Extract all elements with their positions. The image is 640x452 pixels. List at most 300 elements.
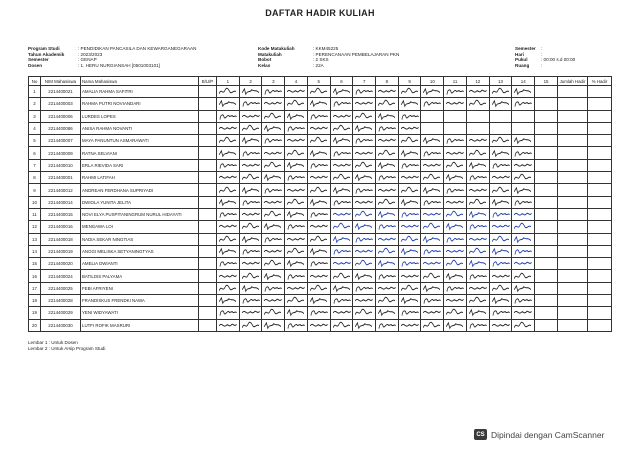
cell-session — [421, 98, 444, 110]
cell-session — [307, 122, 330, 134]
cell-session — [535, 307, 558, 319]
signature-mark — [400, 296, 420, 305]
table-row — [29, 86, 612, 98]
cell-session — [262, 233, 285, 245]
signature-mark — [332, 136, 352, 145]
cell-session — [376, 172, 399, 184]
cell-session — [489, 135, 512, 147]
signature-mark — [445, 308, 465, 317]
cell-bup — [199, 172, 217, 184]
cell-bup — [199, 122, 217, 134]
signature-mark — [468, 186, 488, 195]
signature-mark — [309, 308, 329, 317]
attendance-table — [28, 76, 612, 332]
cell-session — [307, 319, 330, 331]
cell-session — [444, 282, 467, 294]
cell-session — [421, 295, 444, 307]
cell-session — [444, 147, 467, 159]
signature-mark — [491, 308, 511, 317]
signature-mark — [422, 296, 442, 305]
cell-nim: 2214400010 — [41, 159, 81, 171]
cell-session — [285, 184, 308, 196]
cell-bup — [199, 159, 217, 171]
cell-nim: 2214400030 — [41, 319, 81, 331]
cell-session — [398, 221, 421, 233]
signature-mark — [400, 173, 420, 182]
signature-mark — [332, 198, 352, 207]
signature-mark — [241, 161, 261, 170]
cell-session — [285, 295, 308, 307]
signature-mark — [241, 296, 261, 305]
cell-session — [239, 245, 262, 257]
cell-session — [376, 295, 399, 307]
signature-mark — [513, 296, 533, 305]
cell-no: 20 — [29, 319, 41, 331]
cell-name: NOVI ELYA PUSPITANINGRUM NURUL HIDAYATI — [81, 208, 199, 220]
cell-session — [398, 307, 421, 319]
signature-mark — [422, 284, 442, 293]
cell-no: 19 — [29, 307, 41, 319]
cell-session — [421, 122, 444, 134]
cell-session — [489, 295, 512, 307]
signature-mark — [468, 161, 488, 170]
cell-session — [535, 159, 558, 171]
signature-mark — [241, 124, 261, 133]
cell-session — [285, 98, 308, 110]
signature-mark — [241, 87, 261, 96]
cell-bup — [199, 196, 217, 208]
signature-mark — [218, 99, 238, 108]
signature-mark — [354, 149, 374, 158]
info-label: Matakuliah — [258, 51, 282, 57]
cell-session — [217, 221, 240, 233]
cell-session — [489, 245, 512, 257]
info-label: Dosen — [28, 62, 43, 68]
cell-session — [376, 245, 399, 257]
cell-session — [217, 98, 240, 110]
signature-mark — [241, 222, 261, 231]
cell-persen — [588, 282, 612, 294]
signature-mark — [491, 99, 511, 108]
signature-mark — [377, 161, 397, 170]
cell-no: 15 — [29, 258, 41, 270]
cell-session — [307, 221, 330, 233]
cell-nim: 2214400086 — [41, 122, 81, 134]
table-row — [29, 135, 612, 147]
cell-no: 11 — [29, 208, 41, 220]
signature-mark — [263, 124, 283, 133]
cell-session — [535, 295, 558, 307]
cell-session — [535, 184, 558, 196]
signature-mark — [422, 149, 442, 158]
signature-mark — [241, 112, 261, 121]
signature-mark — [263, 259, 283, 268]
signature-mark — [513, 149, 533, 158]
cell-session — [398, 86, 421, 98]
cell-nim: 2214400028 — [41, 295, 81, 307]
table-header-row — [29, 77, 612, 86]
signature-mark — [422, 247, 442, 256]
signature-mark — [513, 87, 533, 96]
signature-mark — [468, 284, 488, 293]
cell-session — [285, 270, 308, 282]
info-value: : 1. HERU NURGIANSAH [0501003101] — [78, 62, 160, 68]
cell-name: ANDREAN FERDHANA SUPRIYADI — [81, 184, 199, 196]
signature-mark — [332, 210, 352, 219]
cell-session — [307, 172, 330, 184]
cell-session — [444, 295, 467, 307]
col-header-persen: % Hadir — [588, 77, 612, 86]
signature-mark — [286, 149, 306, 158]
cell-session — [307, 98, 330, 110]
cell-session — [262, 295, 285, 307]
signature-mark — [400, 259, 420, 268]
cell-session — [307, 208, 330, 220]
info-label: Semester — [28, 57, 49, 63]
table-row — [29, 208, 612, 220]
signature-mark — [468, 259, 488, 268]
cell-session — [285, 135, 308, 147]
table-row — [29, 196, 612, 208]
signature-mark — [218, 272, 238, 281]
signature-mark — [263, 112, 283, 121]
cell-session — [330, 147, 353, 159]
signature-mark — [491, 149, 511, 158]
signature-mark — [309, 210, 329, 219]
cell-session — [535, 110, 558, 122]
cell-no: 8 — [29, 172, 41, 184]
signature-mark — [468, 136, 488, 145]
signature-mark — [332, 284, 352, 293]
cell-session — [421, 135, 444, 147]
cell-session — [330, 122, 353, 134]
cell-jumlah — [558, 172, 588, 184]
cell-session — [421, 270, 444, 282]
cell-jumlah — [558, 208, 588, 220]
cell-session — [307, 196, 330, 208]
cell-session — [512, 98, 535, 110]
cell-session — [353, 98, 376, 110]
table-row — [29, 98, 612, 110]
signature-mark — [445, 87, 465, 96]
signature-mark — [218, 210, 238, 219]
signature-mark — [445, 321, 465, 330]
cell-session — [376, 270, 399, 282]
signature-mark — [218, 235, 238, 244]
info-label: Ruang — [515, 62, 530, 68]
info-value: : — [541, 51, 543, 57]
cell-session — [262, 110, 285, 122]
signature-mark — [218, 87, 238, 96]
signature-mark — [241, 235, 261, 244]
signature-mark — [491, 259, 511, 268]
signature-mark — [286, 198, 306, 207]
signature-mark — [218, 136, 238, 145]
cell-session — [444, 196, 467, 208]
cell-session — [376, 98, 399, 110]
signature-mark — [400, 186, 420, 195]
cell-name: FRANDISKUS FRENDKI NAWA — [81, 295, 199, 307]
cell-session — [466, 282, 489, 294]
cell-session — [398, 258, 421, 270]
cell-session — [535, 122, 558, 134]
cell-nim: 2214400003 — [41, 98, 81, 110]
cell-session — [489, 147, 512, 159]
cell-session — [512, 258, 535, 270]
signature-mark — [241, 198, 261, 207]
cell-name: DWIOLA YUNITA JELITA — [81, 196, 199, 208]
signature-mark — [263, 173, 283, 182]
signature-mark — [400, 99, 420, 108]
cell-session — [466, 307, 489, 319]
signature-mark — [263, 87, 283, 96]
cell-jumlah — [558, 295, 588, 307]
cell-session — [512, 307, 535, 319]
signature-mark — [468, 222, 488, 231]
info-label: Hari — [515, 51, 524, 57]
cell-session — [353, 221, 376, 233]
signature-mark — [218, 149, 238, 158]
signature-mark — [377, 198, 397, 207]
signature-mark — [332, 259, 352, 268]
cell-name: NADIA SEKAR NINGTIAS — [81, 233, 199, 245]
signature-mark — [286, 222, 306, 231]
cell-session — [376, 135, 399, 147]
signature-mark — [468, 308, 488, 317]
cell-name: BATILDIS PALYAMA — [81, 270, 199, 282]
cell-jumlah — [558, 221, 588, 233]
cell-session — [353, 245, 376, 257]
signature-mark — [263, 321, 283, 330]
cell-session — [444, 122, 467, 134]
cell-session — [535, 208, 558, 220]
cell-bup — [199, 221, 217, 233]
cell-session — [398, 196, 421, 208]
signature-mark — [468, 87, 488, 96]
cell-bup — [199, 245, 217, 257]
cell-session — [285, 147, 308, 159]
signature-mark — [468, 235, 488, 244]
cell-session — [466, 245, 489, 257]
footer-notes — [28, 340, 105, 352]
cell-session — [512, 282, 535, 294]
cell-persen — [588, 147, 612, 159]
signature-mark — [377, 272, 397, 281]
cell-no: 17 — [29, 282, 41, 294]
cell-persen — [588, 295, 612, 307]
signature-mark — [513, 198, 533, 207]
signature-mark — [445, 272, 465, 281]
cell-persen — [588, 307, 612, 319]
cell-session — [535, 221, 558, 233]
cell-session — [262, 135, 285, 147]
info-value: : 22A — [313, 62, 324, 68]
cell-session — [535, 245, 558, 257]
signature-mark — [332, 99, 352, 108]
cell-nim: 2214400015 — [41, 208, 81, 220]
cell-session — [217, 270, 240, 282]
cell-persen — [588, 98, 612, 110]
signature-mark — [286, 87, 306, 96]
signature-mark — [400, 124, 420, 133]
cell-session — [376, 147, 399, 159]
signature-mark — [422, 272, 442, 281]
col-header-session: 5 — [307, 77, 330, 86]
cell-nim: 2214400024 — [41, 270, 81, 282]
cell-session — [421, 208, 444, 220]
cell-session — [330, 98, 353, 110]
cell-session — [421, 307, 444, 319]
signature-mark — [332, 124, 352, 133]
cell-session — [466, 221, 489, 233]
signature-mark — [513, 210, 533, 219]
cell-session — [398, 98, 421, 110]
signature-mark — [354, 173, 374, 182]
cell-session — [398, 135, 421, 147]
cell-session — [353, 270, 376, 282]
cell-session — [535, 258, 558, 270]
cell-nim: 2214400001 — [41, 172, 81, 184]
info-value: : PERENCANAAN PEMBELAJARAN PKN — [313, 51, 400, 57]
cell-session — [421, 147, 444, 159]
cell-session — [535, 233, 558, 245]
signature-mark — [332, 87, 352, 96]
cell-jumlah — [558, 86, 588, 98]
signature-mark — [241, 99, 261, 108]
cell-bup — [199, 98, 217, 110]
cell-name: MAYA PANUNTUN ASMARAWATI — [81, 135, 199, 147]
cell-session — [444, 258, 467, 270]
cell-session — [376, 307, 399, 319]
cell-jumlah — [558, 122, 588, 134]
cell-nim: 2214400018 — [41, 233, 81, 245]
signature-mark — [286, 321, 306, 330]
col-header-session: 6 — [330, 77, 353, 86]
signature-mark — [491, 161, 511, 170]
cell-session — [239, 135, 262, 147]
cell-persen — [588, 110, 612, 122]
cell-session — [466, 172, 489, 184]
cell-session — [217, 172, 240, 184]
signature-mark — [218, 284, 238, 293]
cell-session — [262, 172, 285, 184]
signature-mark — [263, 235, 283, 244]
col-header-no: No — [29, 77, 41, 86]
cell-session — [489, 172, 512, 184]
cell-session — [421, 86, 444, 98]
signature-mark — [354, 99, 374, 108]
cell-session — [285, 159, 308, 171]
signature-mark — [332, 186, 352, 195]
signature-mark — [377, 296, 397, 305]
cell-session — [330, 159, 353, 171]
signature-mark — [513, 259, 533, 268]
signature-mark — [491, 87, 511, 96]
cell-session — [239, 110, 262, 122]
signature-mark — [286, 284, 306, 293]
signature-mark — [377, 235, 397, 244]
signature-mark — [491, 321, 511, 330]
cell-session — [217, 196, 240, 208]
signature-mark — [377, 259, 397, 268]
signature-mark — [332, 296, 352, 305]
cell-session — [262, 319, 285, 331]
signature-mark — [332, 222, 352, 231]
signature-mark — [354, 186, 374, 195]
cell-session — [512, 196, 535, 208]
signature-mark — [468, 247, 488, 256]
cell-session — [444, 233, 467, 245]
signature-mark — [241, 247, 261, 256]
cell-session — [376, 184, 399, 196]
signature-mark — [309, 87, 329, 96]
cell-name: LURDES LOPES — [81, 110, 199, 122]
signature-mark — [332, 112, 352, 121]
cell-jumlah — [558, 282, 588, 294]
cell-session — [512, 147, 535, 159]
signature-mark — [309, 296, 329, 305]
cell-session — [330, 221, 353, 233]
cell-session — [444, 110, 467, 122]
cell-session — [489, 319, 512, 331]
cell-session — [307, 135, 330, 147]
cell-session — [239, 147, 262, 159]
signature-mark — [286, 124, 306, 133]
cell-session — [421, 319, 444, 331]
signature-mark — [309, 186, 329, 195]
cell-session — [262, 245, 285, 257]
cell-no: 1 — [29, 86, 41, 98]
signature-mark — [354, 247, 374, 256]
cell-jumlah — [558, 307, 588, 319]
signature-mark — [513, 321, 533, 330]
cell-session — [512, 86, 535, 98]
signature-mark — [218, 247, 238, 256]
cell-session — [512, 295, 535, 307]
cell-session — [512, 245, 535, 257]
cell-session — [421, 184, 444, 196]
cell-persen — [588, 135, 612, 147]
cell-session — [535, 98, 558, 110]
cell-session — [330, 196, 353, 208]
cell-session — [535, 135, 558, 147]
cell-session — [239, 184, 262, 196]
signature-mark — [491, 136, 511, 145]
signature-mark — [241, 136, 261, 145]
signature-mark — [354, 308, 374, 317]
cell-session — [330, 245, 353, 257]
cell-name: ERLA RIEVIDA SARI — [81, 159, 199, 171]
cell-session — [239, 208, 262, 220]
cell-session — [398, 295, 421, 307]
cell-session — [444, 307, 467, 319]
cell-session — [489, 208, 512, 220]
table-row — [29, 110, 612, 122]
cell-session — [285, 282, 308, 294]
cell-session — [376, 221, 399, 233]
info-value: : 2 SKS — [313, 57, 329, 63]
signature-mark — [286, 136, 306, 145]
signature-mark — [263, 272, 283, 281]
signature-mark — [468, 198, 488, 207]
cell-session — [421, 233, 444, 245]
signature-mark — [241, 272, 261, 281]
cell-session — [421, 159, 444, 171]
footer-note: Lembar 1 : Untuk Dosen — [28, 340, 78, 345]
cell-session — [535, 196, 558, 208]
cell-no: 18 — [29, 295, 41, 307]
signature-mark — [468, 296, 488, 305]
